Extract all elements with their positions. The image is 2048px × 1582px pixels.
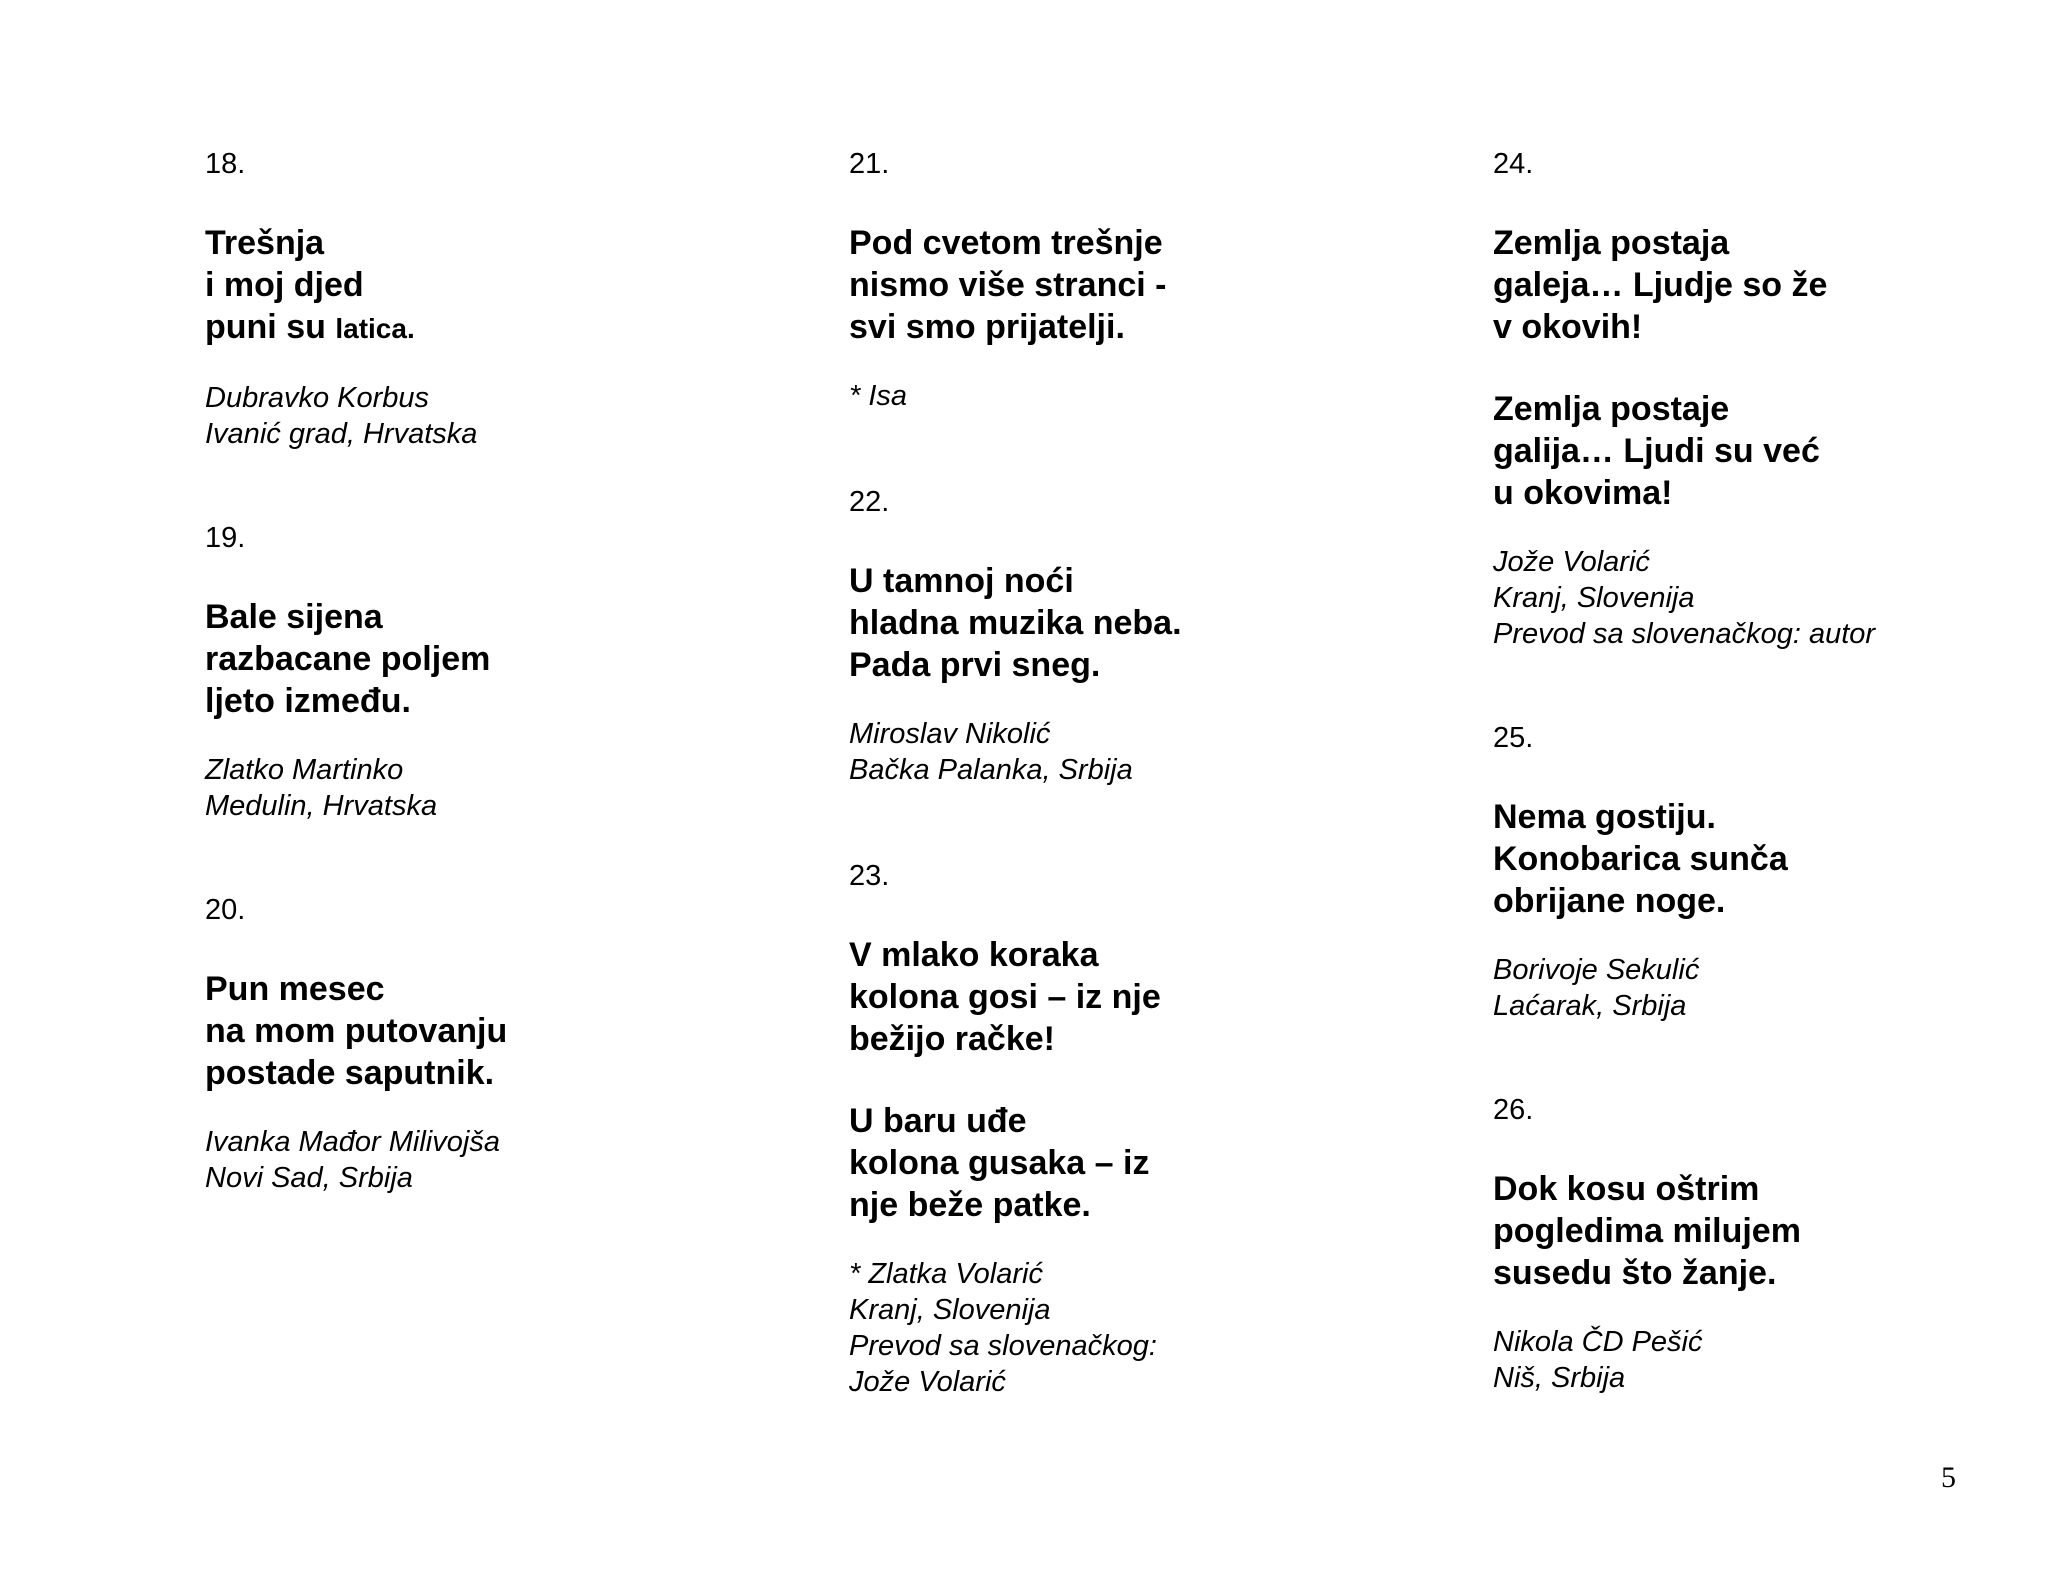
stanza	[205, 968, 765, 1094]
poem-line-small-word: latica.	[335, 313, 415, 344]
poem-line: ljeto između.	[205, 682, 411, 720]
poem-line: susedu što žanje.	[1493, 1254, 1777, 1292]
poem-line: Pun mesec	[205, 970, 385, 1008]
stanza	[849, 560, 1409, 686]
poem-line: na mom putovanju	[205, 1012, 508, 1050]
author-credits	[1493, 1324, 2048, 1396]
poem-line: bežijo račke!	[849, 1020, 1055, 1058]
translation-note: Prevod sa slovenačkog:	[849, 1330, 1157, 1362]
poem-line-text: puni su	[205, 308, 326, 346]
entry-number: 25.	[1493, 722, 1534, 754]
entry-number: 19.	[205, 522, 246, 554]
poem-line: Dok kosu oštrim	[1493, 1170, 1760, 1208]
poem-line: Pod cvetom trešnje	[849, 224, 1163, 262]
column-1	[205, 146, 765, 1196]
author-credits	[849, 1256, 1409, 1400]
author-name: Ivanka Mađor Milivojša	[205, 1126, 500, 1158]
poem-line: razbacane poljem	[205, 640, 491, 678]
author-credits	[849, 378, 1409, 414]
poem-line: obrijane noge.	[1493, 882, 1726, 920]
author-location: Ivanić grad, Hrvatska	[205, 418, 478, 450]
poem-line: nismo više stranci -	[849, 266, 1167, 304]
translation-note: Prevod sa slovenačkog: autor	[1493, 618, 1876, 650]
poem-line: Pada prvi sneg.	[849, 646, 1101, 684]
author-location: Niš, Srbija	[1493, 1362, 1626, 1394]
poem-line: nje beže patke.	[849, 1186, 1091, 1224]
haiku-entry-19	[205, 520, 765, 824]
stanza	[1493, 1168, 2048, 1294]
poem-line: galeja… Ljudje so že	[1493, 266, 1828, 304]
author-location: Novi Sad, Srbija	[205, 1162, 413, 1194]
stanza-translation	[849, 1100, 1409, 1226]
author-location: Laćarak, Srbija	[1493, 990, 1687, 1022]
poem	[1493, 1168, 2048, 1294]
entry-number: 18.	[205, 148, 246, 180]
stanza	[849, 222, 1409, 348]
author-credits	[205, 752, 765, 824]
poem	[205, 968, 765, 1094]
entry-number: 21.	[849, 148, 890, 180]
poem-line: i moj djed	[205, 266, 364, 304]
haiku-entry-25	[1493, 720, 2048, 1024]
poem-line: hladna muzika neba.	[849, 604, 1182, 642]
author-location: Medulin, Hrvatska	[205, 790, 438, 822]
poem-line: Bale sijena	[205, 598, 383, 636]
entry-number: 20.	[205, 894, 246, 926]
author-name: Miroslav Nikolić	[849, 718, 1051, 750]
haiku-entry-23	[849, 858, 1409, 1400]
stanza	[205, 222, 765, 350]
poem-line: Zemlja postaje	[1493, 390, 1730, 428]
stanza-translation	[1493, 388, 2048, 514]
stanza-original	[849, 934, 1409, 1060]
author-credits	[1493, 544, 2048, 652]
author-credits	[1493, 952, 2048, 1024]
author-location: Kranj, Slovenija	[849, 1294, 1051, 1326]
poem-line: galija… Ljudi su već	[1493, 432, 1820, 470]
poem	[849, 222, 1409, 348]
poem-line: Zemlja postaja	[1493, 224, 1730, 262]
translator-name: Jože Volarić	[849, 1366, 1006, 1398]
author-name: Nikola ČD Pešić	[1493, 1326, 1703, 1358]
poem-line: kolona gusaka – iz	[849, 1144, 1150, 1182]
author-location: Bačka Palanka, Srbija	[849, 754, 1133, 786]
author-name: Zlatko Martinko	[205, 754, 404, 786]
author-name: * Zlatka Volarić	[849, 1258, 1043, 1290]
author-location: Kranj, Slovenija	[1493, 582, 1695, 614]
poem-line: U tamnoj noći	[849, 562, 1074, 600]
poem	[205, 222, 765, 350]
author-name: * Isa	[849, 380, 908, 412]
haiku-entry-21	[849, 146, 1409, 414]
poem-line: svi smo prijatelji.	[849, 308, 1125, 346]
poem-line: Nema gostiju.	[1493, 798, 1716, 836]
haiku-entry-22	[849, 484, 1409, 788]
column-2	[849, 146, 1409, 1400]
poem-line: U baru uđe	[849, 1102, 1027, 1140]
poem-line: V mlako koraka	[849, 936, 1099, 974]
author-name: Dubravko Korbus	[205, 382, 430, 414]
poem	[1493, 796, 2048, 922]
author-credits	[849, 716, 1409, 788]
poem	[1493, 222, 2048, 514]
entry-number: 22.	[849, 486, 890, 518]
poem	[849, 934, 1409, 1226]
poem	[205, 596, 765, 722]
entry-number: 24.	[1493, 148, 1534, 180]
stanza	[205, 596, 765, 722]
haiku-entry-18	[205, 146, 765, 452]
author-name: Jože Volarić	[1493, 546, 1650, 578]
poem-line: Konobarica sunča	[1493, 840, 1788, 878]
page-number: 5	[1941, 1461, 1956, 1494]
poem-line: v okovih!	[1493, 308, 1643, 346]
entry-number: 23.	[849, 860, 890, 892]
author-credits	[205, 1124, 765, 1196]
author-credits	[205, 380, 765, 452]
stanza-original	[1493, 222, 2048, 348]
haiku-entry-26	[1493, 1092, 2048, 1396]
stanza	[1493, 796, 2048, 922]
haiku-entry-20	[205, 892, 765, 1196]
column-3	[1493, 146, 2048, 1396]
poem	[849, 560, 1409, 686]
entry-number: 26.	[1493, 1094, 1534, 1126]
poem-line	[205, 306, 765, 350]
poem-line: pogledima milujem	[1493, 1212, 1801, 1250]
poem-line: kolona gosi – iz nje	[849, 978, 1161, 1016]
poem-line: Trešnja	[205, 224, 325, 262]
poem-line: postade saputnik.	[205, 1054, 495, 1092]
haiku-entry-24	[1493, 146, 2048, 652]
author-name: Borivoje Sekulić	[1493, 954, 1700, 986]
poem-line: u okovima!	[1493, 474, 1673, 512]
